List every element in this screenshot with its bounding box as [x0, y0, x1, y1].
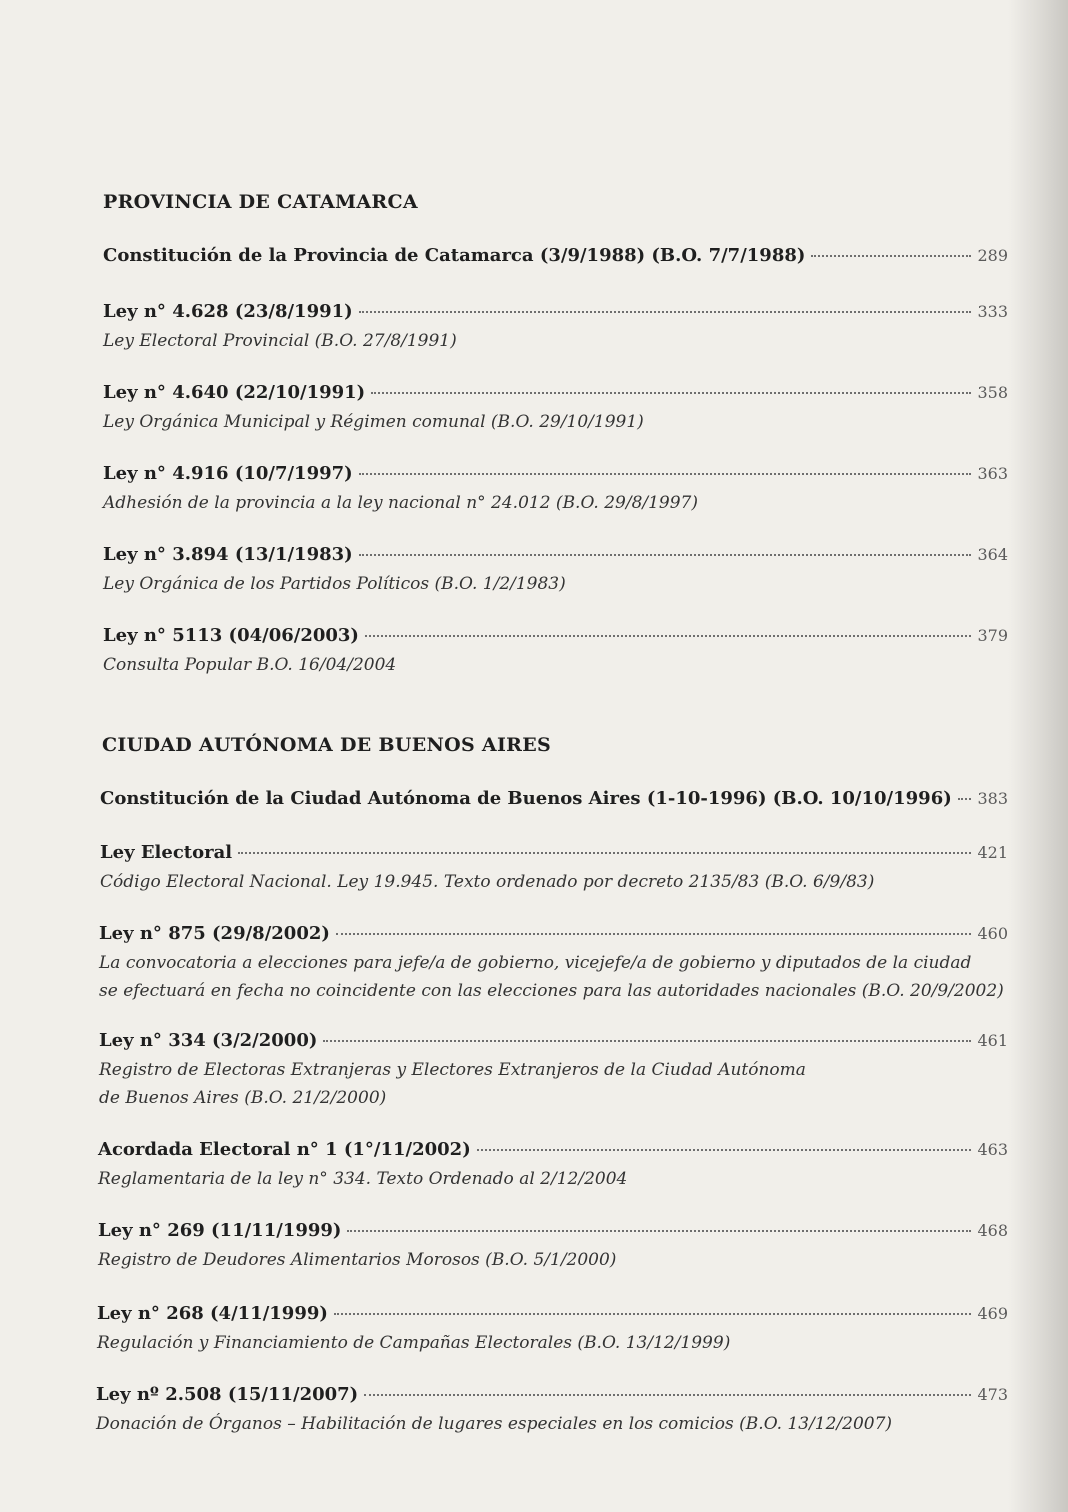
- entry-page: 460: [977, 924, 1008, 943]
- entry-description: Registro de Deudores Alimentarios Morosos (B.O. 5/1/2000): [98, 1250, 617, 1270]
- dot-leader: [477, 1149, 972, 1151]
- entry-description: se efectuará en fecha no coincidente con las elecciones para las autoridades nacionales (B.O. 20/9/2002): [99, 981, 1004, 1001]
- dot-leader: [371, 392, 971, 394]
- dot-leader: [958, 798, 972, 800]
- toc-entry[interactable]: [103, 245, 1008, 305]
- dot-leader: [365, 635, 972, 637]
- toc-entry[interactable]: [99, 923, 1008, 1009]
- entry-description: de Buenos Aires (B.O. 21/2/2000): [99, 1088, 387, 1108]
- dot-leader: [323, 1040, 971, 1042]
- dot-leader: [359, 554, 972, 556]
- toc-entry[interactable]: [100, 788, 1008, 848]
- entry-page: 358: [977, 383, 1008, 402]
- entry-description: Ley Orgánica de los Partidos Políticos (B.O. 1/2/1983): [103, 574, 566, 594]
- entry-title: Ley Electoral: [100, 842, 233, 863]
- dot-leader: [238, 852, 971, 854]
- entry-description: Regulación y Financiamiento de Campañas Electorales (B.O. 13/12/1999): [97, 1333, 731, 1353]
- entry-description: Código Electoral Nacional. Ley 19.945. Texto ordenado por decreto 2135/83 (B.O. 6/9/83): [100, 872, 875, 892]
- section-heading-catamarca: PROVINCIA DE CATAMARCA: [103, 191, 418, 213]
- entry-title: Ley n° 4.628 (23/8/1991): [103, 301, 353, 322]
- entry-page: 363: [977, 464, 1008, 483]
- entry-description: Adhesión de la provincia a la ley nacional n° 24.012 (B.O. 29/8/1997): [103, 493, 699, 513]
- dot-leader: [359, 473, 972, 475]
- toc-entry[interactable]: [99, 1030, 1008, 1116]
- entry-page: 421: [977, 843, 1008, 862]
- entry-description: Registro de Electoras Extranjeras y Electores Extranjeros de la Ciudad Autónoma: [99, 1060, 806, 1080]
- toc-entry[interactable]: [103, 544, 1008, 604]
- entry-page: 461: [977, 1031, 1008, 1050]
- entry-title: Constitución de la Provincia de Catamarca (3/9/1988) (B.O. 7/7/1988): [103, 245, 806, 266]
- entry-page: 468: [977, 1221, 1008, 1240]
- toc-entry[interactable]: [103, 625, 1008, 685]
- dot-leader: [364, 1394, 971, 1396]
- toc-entry[interactable]: [98, 1139, 1008, 1199]
- dot-leader: [347, 1230, 971, 1232]
- entry-title: Ley n° 3.894 (13/1/1983): [103, 544, 353, 565]
- entry-page: 383: [977, 789, 1008, 808]
- toc-entry[interactable]: [103, 382, 1008, 442]
- entry-title: Ley n° 875 (29/8/2002): [99, 923, 330, 944]
- page-edge-shadow: [1008, 0, 1068, 1512]
- toc-entry[interactable]: [100, 842, 1008, 902]
- entry-description: Reglamentaria de la ley n° 334. Texto Ordenado al 2/12/2004: [98, 1169, 628, 1189]
- toc-entry[interactable]: [103, 301, 1008, 361]
- entry-title: Ley n° 4.916 (10/7/1997): [103, 463, 353, 484]
- entry-page: 289: [977, 246, 1008, 265]
- toc-entry[interactable]: [103, 463, 1008, 523]
- entry-title: Ley n° 4.640 (22/10/1991): [103, 382, 366, 403]
- dot-leader: [334, 1313, 972, 1315]
- toc-entry[interactable]: [98, 1220, 1008, 1280]
- entry-title: Ley nº 2.508 (15/11/2007): [96, 1384, 359, 1405]
- entry-description: Ley Orgánica Municipal y Régimen comunal (B.O. 29/10/1991): [103, 412, 644, 432]
- section-heading-buenos-aires: CIUDAD AUTÓNOMA DE BUENOS AIRES: [102, 734, 552, 756]
- entry-title: Ley n° 334 (3/2/2000): [99, 1030, 318, 1051]
- dot-leader: [811, 255, 971, 257]
- entry-description: Donación de Órganos – Habilitación de lugares especiales en los comicios (B.O. 13/12/2007): [96, 1414, 893, 1434]
- entry-title: Acordada Electoral n° 1 (1°/11/2002): [98, 1139, 471, 1160]
- entry-page: 379: [977, 626, 1008, 645]
- toc-entry[interactable]: [96, 1384, 1008, 1444]
- dot-leader: [359, 311, 972, 313]
- entry-page: 469: [977, 1304, 1008, 1323]
- entry-title: Ley n° 268 (4/11/1999): [97, 1303, 328, 1324]
- entry-title: Ley n° 269 (11/11/1999): [98, 1220, 342, 1241]
- entry-title: Ley n° 5113 (04/06/2003): [103, 625, 359, 646]
- entry-description: Ley Electoral Provincial (B.O. 27/8/1991): [103, 331, 457, 351]
- dot-leader: [336, 933, 972, 935]
- toc-entry[interactable]: [97, 1303, 1008, 1363]
- entry-page: 364: [977, 545, 1008, 564]
- entry-page: 463: [977, 1140, 1008, 1159]
- entry-description: Consulta Popular B.O. 16/04/2004: [103, 655, 397, 675]
- entry-page: 333: [977, 302, 1008, 321]
- entry-page: 473: [977, 1385, 1008, 1404]
- entry-title: Constitución de la Ciudad Autónoma de Buenos Aires (1-10-1996) (B.O. 10/10/1996): [100, 788, 952, 809]
- entry-description: La convocatoria a elecciones para jefe/a de gobierno, vicejefe/a de gobierno y diputados de la ciudad: [99, 953, 972, 973]
